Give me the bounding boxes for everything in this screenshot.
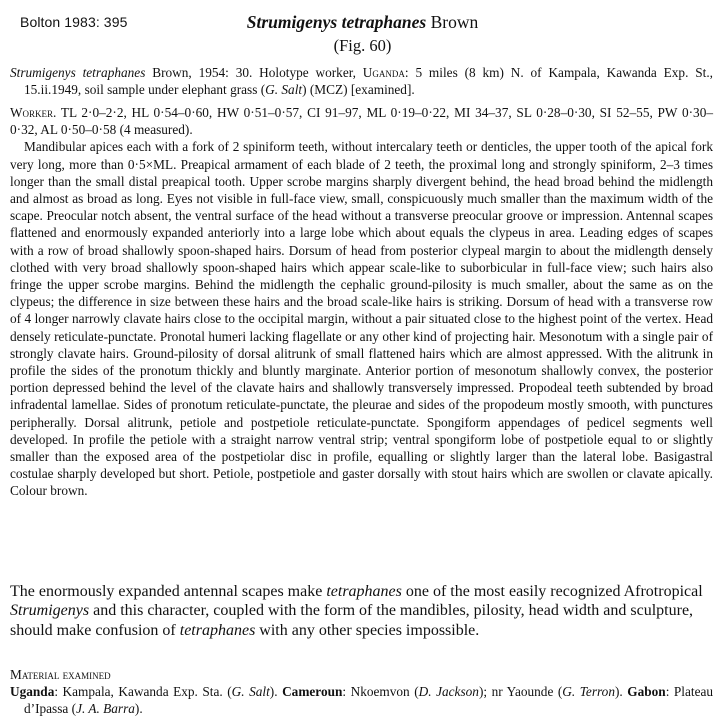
- discussion-italic-2: Strumigenys: [10, 602, 90, 620]
- figure-reference: (Fig. 60): [333, 36, 392, 55]
- discussion-text-1: The enormously expanded antennal scapes make: [10, 583, 327, 600]
- discussion-italic-3: tetraphanes: [179, 621, 256, 639]
- worker-measurements: TL 2·0–2·2, HL 0·54–0·60, HW 0·51–0·57, CI 91–97, ML 0·19–0·22, MI 34–37, SL 0·28–0·30, SI 52–55, PW 0·30–0·32, AL 0·50–0·58 (4 measured).: [10, 105, 713, 138]
- citation-text-c: ) (MCZ) [examined].: [302, 82, 415, 98]
- source-reference: Bolton 1983: 395: [20, 14, 128, 30]
- discussion-text-4: with any other species impossible.: [255, 621, 480, 639]
- material-uganda-text: : Kampala, Kawanda Exp. Sta. (: [54, 684, 232, 700]
- material-uganda-end: ).: [269, 684, 283, 700]
- material-cameroun-mid: ); nr Yaounde (: [478, 684, 563, 700]
- discussion-text-3: and this character, coupled with the form of the mandibles, pilosity, head width and sculpture, should make confusion of: [10, 602, 694, 639]
- species-author: Brown: [430, 12, 479, 32]
- worker-measurements-paragraph: [10, 104, 713, 138]
- material-block: [10, 666, 713, 718]
- citation-collector: G. Salt: [265, 82, 303, 98]
- material-uganda: Uganda: [10, 684, 55, 700]
- material-gabon-text: : Plateau d’Ipassa (: [24, 684, 714, 717]
- material-cameroun-text: : Nkoemvon (: [342, 684, 419, 700]
- material-heading: Material examined: [10, 667, 111, 682]
- material-uganda-collector: G. Salt: [231, 684, 270, 700]
- material-gabon-end: ).: [134, 701, 143, 717]
- citation-text-a: Brown, 1954: 30. Holotype worker,: [145, 65, 363, 80]
- discussion-paragraph: [10, 582, 713, 640]
- citation-name: Strumigenys tetraphanes: [10, 65, 146, 80]
- discussion-italic-1: tetraphanes: [326, 583, 402, 600]
- citation-text-b: : 5 miles (8 km) N. of Kampala, Kawanda Exp. St., 15.ii.1949, soil sample under elephant grass (: [24, 65, 713, 98]
- citation-paragraph: [10, 64, 713, 98]
- citation-country: Uganda: [362, 65, 405, 80]
- material-cameroun: Cameroun: [282, 684, 343, 700]
- species-name: Strumigenys tetraphanes: [246, 12, 427, 32]
- material-cameroun-end: ).: [614, 684, 628, 700]
- worker-block: [10, 104, 713, 500]
- material-cameroun-collector-2: G. Terron: [562, 684, 615, 700]
- species-title: [0, 12, 725, 33]
- material-cameroun-collector-1: D. Jackson: [418, 684, 479, 700]
- discussion-text-2: one of the most easily recognized Afrotropical: [401, 583, 703, 600]
- worker-description: Mandibular apices each with a fork of 2 spiniform teeth, without intercalary teeth or denticles, the upper tooth of the apical fork very long, more than 0·5×ML. Preapical armament of each blade of 2 teeth, the proximal long and strongly spiniform, 2–3 times longer than the small distal preapical tooth. Upper scrobe margins sharply divergent behind, the head broad behind the midlength and almost as broad as long. Eyes not visible in full-face view, small, conspicuously much smaller than the maximum width of the scape. Preocular notch absent, the ventral surface of the head without a transverse preocular groove or impression. Antennal scapes flattened and enormously expanded anteriorly into a large lobe which about equals the clypeus in area. Leading edges of scapes with a row of broad shallowly spoon-shaped hairs. Dorsum of head from posterior clypeal margin to about the midlength densely clothed with very broad shallowly spoon-shaped hairs which appear scale-like to suborbicular in full-face view; such hairs also fringe the upper scrobe margins. Behind the midlength the cephalic ground-pilosity is much smaller, about the same as on the clypeus; the difference in size between these hairs and the broad scale-like hairs is striking. Dorsum of head with a transverse row of 4 longer narrowly clavate hairs close to the occipital margin, without a pair situated close to the highest point of the vertex. Head densely reticulate-punctate. Pronotal humeri lacking flagellate or any other kind of projecting hair. Mesonotum with a single pair of strongly clavate hairs. Ground-pilosity of dorsal alitrunk of small flattened hairs which are almost appressed. With the alitrunk in profile the sides of the pronotum thickly and bluntly marginate. Anterior portion of mesonotum shallowly convex, the posterior portion depressed behind the level of the clavate hairs and shallowly transversely impressed. Propodeal teeth subtended by broad infradental lamellae. Sides of pronotum reticulate-punctate, the pleurae and sides of the propodeum mostly smooth, with punctures peripherally. Dorsal alitrunk, petiole and postpetiole reticulate-punctate. Spongiform appendages of pedicel segments well developed. In profile the petiole with a straight narrow ventral strip; ventral spongiform lobe of postpetiole equal to or slightly smaller than the exposed area of the postpetiolar disc in profile, equalling or slightly larger than the lateral lobe. Basigastral costulae sharply developed but short. Petiole, postpetiole and gaster dorsally with stout hairs which are swollen or clavate apically. Colour brown.: [10, 139, 713, 499]
- material-list: [10, 683, 713, 717]
- material-gabon-collector: J. A. Barra: [76, 701, 135, 717]
- worker-label: Worker.: [10, 105, 57, 120]
- citation-block: [10, 64, 713, 98]
- material-gabon: Gabon: [627, 684, 666, 700]
